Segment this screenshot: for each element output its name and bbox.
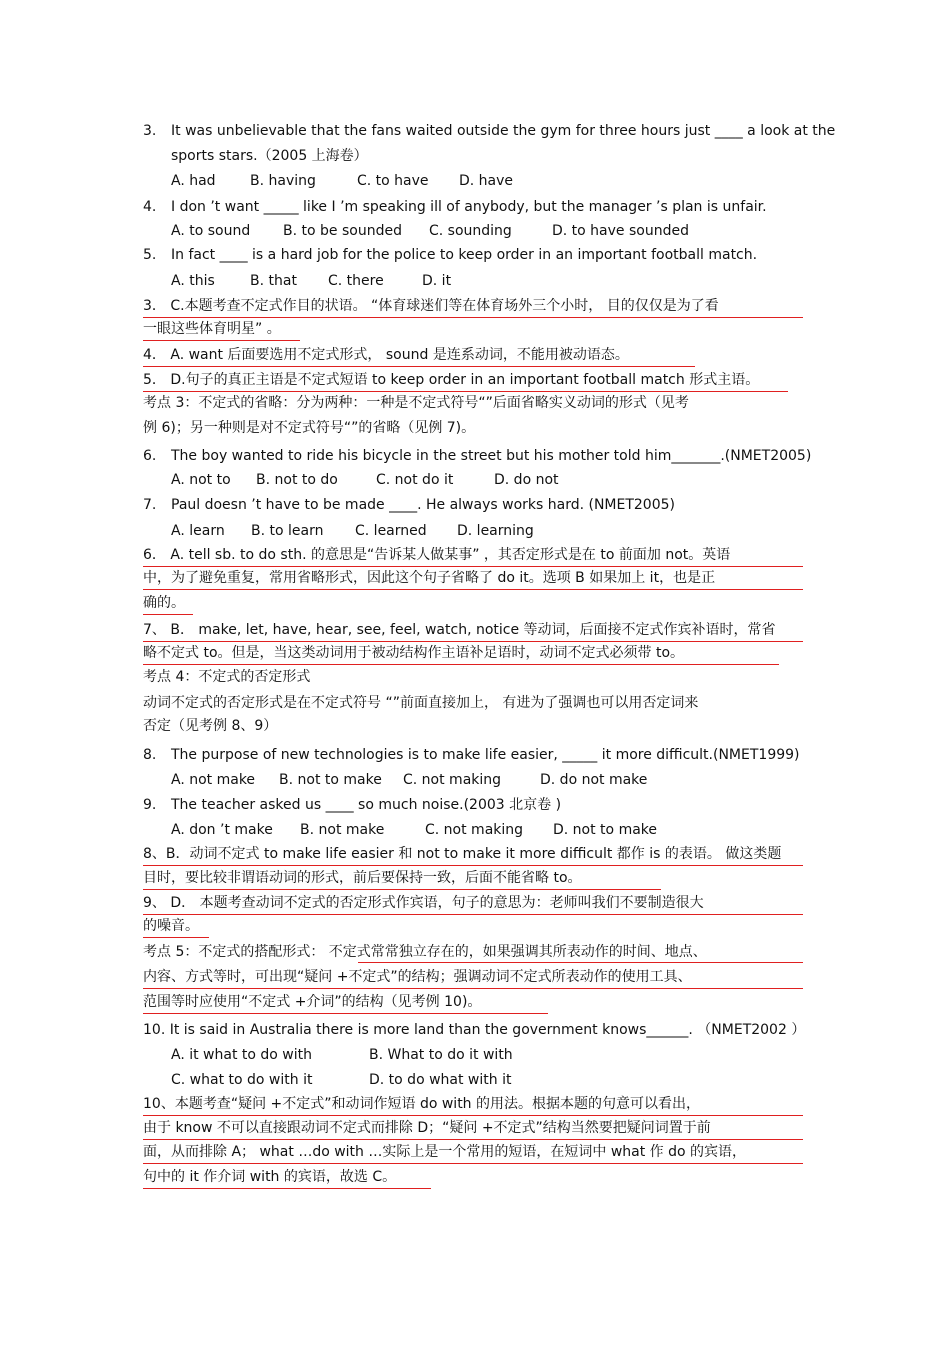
- answer-8-line-2: 目时，要比较非谓语动词的形式，前后要保持一致，后面不能省略 to。: [143, 869, 661, 890]
- question-8: 8. The purpose of new technologies is to make life easier, _____ it more difficult.(NMET1999): [143, 747, 800, 763]
- answer-9-line-2: 的噪音。: [143, 917, 209, 938]
- question-3: 3. It was unbelievable that the fans waited outside the gym for three hours just ____ a look at the: [143, 123, 836, 139]
- answer-6-line-3: 确的。: [143, 594, 193, 615]
- question-10: 10. It is said in Australia there is more land than the government knows______. （NMET2002 ）: [143, 1022, 806, 1038]
- question-7: 7. Paul doesn ’t have to be made ____. He always works hard. (NMET2005): [143, 497, 675, 513]
- key-point-4-line-1: 动词不定式的否定形式是在不定式符号 “”前面直接加上， 有进为了强调也可以用否定词来: [143, 695, 699, 711]
- key-point-5-line-3: 范围等时应使用“不定式 +介词”的结构（见考例 10)。: [143, 993, 548, 1014]
- answer-10-line-2: 由于 know 不可以直接跟动词不定式而排除 D；“疑问 +不定式”结构当然要把疑问词置于前: [143, 1119, 803, 1140]
- answer-3-line-1: 3． C.本题考查不定式作目的状语。 “体育球迷们等在体育场外三个小时， 目的仅仅是为了看: [143, 297, 803, 318]
- options-q10-row-2: C. what to do with it D. to do what with it: [171, 1072, 512, 1088]
- options-q5: A. this B. that C. there D. it: [171, 273, 452, 289]
- key-point-3-line-2: 例 6)；另一种则是对不定式符号“”的省略（见例 7)。: [143, 420, 476, 436]
- options-q10-row-1: A. it what to do with B. What to do it with: [171, 1047, 513, 1063]
- question-9: 9. The teacher asked us ____ so much noise.(2003 北京卷 ): [143, 797, 562, 813]
- key-point-3-line-1: 考点 3：不定式的省略：分为两种：一种是不定式符号“”后面省略实义动词的形式（见考: [143, 395, 689, 411]
- question-3-cont: sports stars.（2005 上海卷）: [171, 148, 368, 164]
- options-q6: A. not to B. not to do C. not do it D. do not: [171, 472, 559, 488]
- options-q9: A. don ’t make B. not make C. not making D. not to make: [171, 822, 658, 838]
- answer-3-line-2: 一眼这些体育明星” 。: [143, 320, 300, 341]
- answer-7-line-1: 7、 B． make, let, have, hear, see, feel, watch, notice 等动词，后面接不定式作宾补语时，常省: [143, 621, 803, 642]
- question-5: 5. In fact ____ is a hard job for the police to keep order in an important football match.: [143, 247, 758, 263]
- answer-10-line-4: 句中的 it 作介词 with 的宾语，故选 C。: [143, 1168, 431, 1189]
- answer-8-line-1: 8、B．动词不定式 to make life easier 和 not to make it more difficult 都作 is 的表语。 做这类题: [143, 845, 803, 866]
- key-point-4-line-2: 否定（见考例 8、9）: [143, 718, 278, 734]
- options-q8: A. not make B. not to make C. not making D. do not make: [171, 772, 648, 788]
- answer-6-line-2: 中，为了避免重复，常用省略形式，因此这个句子省略了 do it。选项 B 如果加上 it，也是正: [143, 569, 803, 590]
- key-point-4-title: 考点 4：不定式的否定形式: [143, 669, 311, 685]
- answer-10-line-1: 10、本题考查“疑问 +不定式”和动词作短语 do with 的用法。根据本题的句意可以看出，: [143, 1095, 803, 1116]
- options-q3: A. had B. having C. to have D. have: [171, 173, 514, 189]
- question-6: 6. The boy wanted to ride his bicycle in the street but his mother told him_______.(NMET2005): [143, 448, 812, 464]
- answer-7-line-2: 略不定式 to。但是，当这类动词用于被动结构作主语补足语时，动词不定式必须带 to。: [143, 644, 779, 665]
- answer-10-line-3: 面，从而排除 A； what …do with …实际上是一个常用的短语，在短词中 what 作 do 的宾语，: [143, 1143, 803, 1164]
- options-q7: A. learn B. to learn C. learned D. learning: [171, 523, 534, 539]
- question-number: 3.: [143, 123, 157, 139]
- answer-4: 4． A. want 后面要选用不定式形式， sound 是连系动词，不能用被动语态。: [143, 346, 695, 367]
- answer-9-line-1: 9、 D． 本题考查动词不定式的否定形式作宾语，句子的意思为：老师叫我们不要制造很大: [143, 894, 803, 915]
- key-point-5-line-2: 内容、方式等时，可出现“疑问 +不定式”的结构；强调动词不定式所表动作的使用工具、: [143, 968, 803, 989]
- options-q4: A. to sound B. to be sounded C. sounding D. to have sounded: [171, 223, 689, 239]
- key-point-5-underline: [358, 962, 803, 963]
- answer-5: 5． D.句子的真正主语是不定式短语 to keep order in an important football match 形式主语。: [143, 371, 788, 392]
- key-point-5-line-1: 考点 5：不定式的搭配形式： 不定式常常独立存在的，如果强调其所表动作的时间、地点、: [143, 944, 707, 960]
- answer-6-line-1: 6． A. tell sb. to do sth. 的意思是“告诉某人做某事” ，其否定形式是在 to 前面加 not。英语: [143, 546, 803, 567]
- question-4: 4. I don ’t want _____ like I ’m speaking ill of anybody, but the manager ’s plan is unfair.: [143, 199, 767, 215]
